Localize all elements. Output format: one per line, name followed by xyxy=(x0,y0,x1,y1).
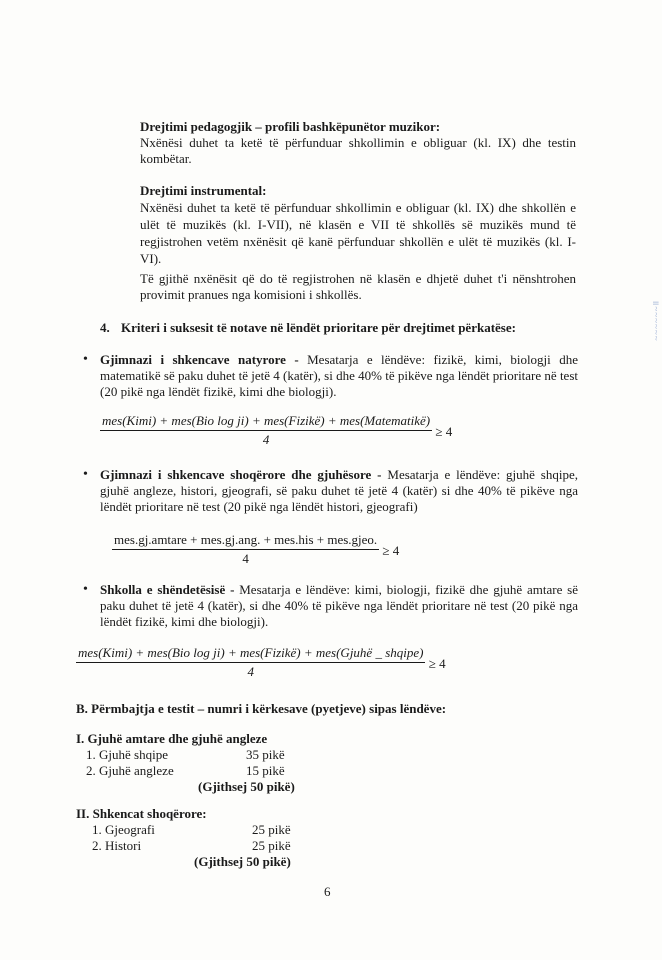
formula-natural-sciences xyxy=(100,413,452,448)
formula-relation: ≥ 4 xyxy=(435,424,453,439)
section-pedagogical xyxy=(140,119,576,167)
list-item: 2. Gjuhë angleze 15 pikë xyxy=(86,763,285,778)
bullet-natural-sciences xyxy=(100,352,578,400)
group-social-sciences xyxy=(76,806,291,870)
group-title: II. Shkencat shoqërore: xyxy=(76,806,207,821)
criteria-heading xyxy=(100,320,516,336)
group-total: (Gjithsej 50 pikë) xyxy=(194,854,291,869)
formula-social-sciences xyxy=(112,532,399,567)
heading-text: Kriteri i suksesit të notave në lëndët prioritare për drejtimet përkatëse: xyxy=(121,320,516,335)
bullet-text: Mesatarja e lëndëve: gjuhë shqipe, gjuhë angleze, histori, gjeografi, së paku duhet të jetë 4 (katër) si dhe 40% të pikëve nga lëndët prioritare në test (20 pikë nga lëndët histori, gjeografi) xyxy=(100,467,579,514)
section-instrumental xyxy=(140,183,576,267)
list-item: 1. Gjuhë shqipe 35 pikë xyxy=(86,747,285,762)
formula-health-school xyxy=(76,645,446,680)
formula-relation: ≥ 4 xyxy=(428,656,446,671)
test-content-heading: B. Përmbajtja e testit – numri i kërkesave (pyetjeve) sipas lëndëve: xyxy=(76,701,447,716)
stamp-mark: ॥~~~~~~ xyxy=(651,300,661,342)
formula-numerator: mes.gj.amtare + mes.gj.ang. + mes.his + mes.gjeo. xyxy=(112,532,379,550)
formula-denominator: 4 xyxy=(262,432,270,447)
section-text: Nxënësi duhet ta ketë të përfunduar shkollimin e obliguar (kl. IX) dhe testin kombëtar. xyxy=(140,135,576,166)
bullet-icon: • xyxy=(83,352,88,367)
section-title: Drejtimi pedagogjik – profili bashkëpunëtor muzikor: xyxy=(140,119,441,134)
bullet-title: Gjimnazi i shkencave shoqërore dhe gjuhësore - xyxy=(100,467,382,482)
bullet-title: Gjimnazi i shkencave natyrore - xyxy=(100,352,299,367)
bullet-title: Shkolla e shëndetësisë - xyxy=(100,582,235,597)
bullet-text: Mesatarja e lëndëve: fizikë, kimi, biologji dhe matematikë së paku duhet të jetë 4 (katër), si dhe 40% të pikëve nga lëndët prioritare në test (20 pikë nga lëndët fizikë, kimi dhe biologji). xyxy=(100,352,578,399)
page-number: 6 xyxy=(324,884,331,899)
group-languages xyxy=(76,731,295,795)
group-title: I. Gjuhë amtare dhe gjuhë angleze xyxy=(76,731,268,746)
formula-relation: ≥ 4 xyxy=(382,543,400,558)
bullet-text: Mesatarja e lëndëve: kimi, biologji, fizikë dhe gjuhë amtare së paku duhet të jetë 4 (katër), si dhe 40% të pikëve nga lëndët prioritare në test (20 pikë nga lëndët fizikë, kimi dhe biologji). xyxy=(100,582,579,629)
group-total: (Gjithsej 50 pikë) xyxy=(198,779,295,794)
list-item: 1. Gjeografi 25 pikë xyxy=(92,822,291,837)
bullet-icon: • xyxy=(83,467,88,482)
bullet-health-school xyxy=(100,582,578,630)
bullet-social-sciences xyxy=(100,467,578,515)
formula-denominator: 4 xyxy=(242,551,249,566)
entrance-exam-note: Të gjithë nxënësit që do të regjistrohen në klasën e dhjetë duhet t'i nënshtrohen provimit pranues nga komisioni i shkollës. xyxy=(140,271,576,302)
formula-numerator: mes(Kimi) + mes(Bio log ji) + mes(Fizikë) + mes(Matematikë) xyxy=(100,413,432,431)
heading-number: 4. xyxy=(100,320,110,335)
formula-numerator: mes(Kimi) + mes(Bio log ji) + mes(Fizikë) + mes(Gjuhë _ shqipe) xyxy=(76,645,425,663)
section-text: Nxënësi duhet ta ketë të përfunduar shkollimin e obliguar (kl. IX) dhe shkollën e ulët të muzikës (kl. I-VII), në klasën e VII të shkollës së muzikës mund të regjistrohen vetëm nxënësit që kanë përfunduar shkollën e ulët të muzikës (kl. I-VI). xyxy=(140,200,576,266)
formula-denominator: 4 xyxy=(247,664,254,679)
section-title: Drejtimi instrumental: xyxy=(140,183,267,198)
bullet-icon: • xyxy=(83,582,88,597)
list-item: 2. Histori 25 pikë xyxy=(92,838,291,853)
